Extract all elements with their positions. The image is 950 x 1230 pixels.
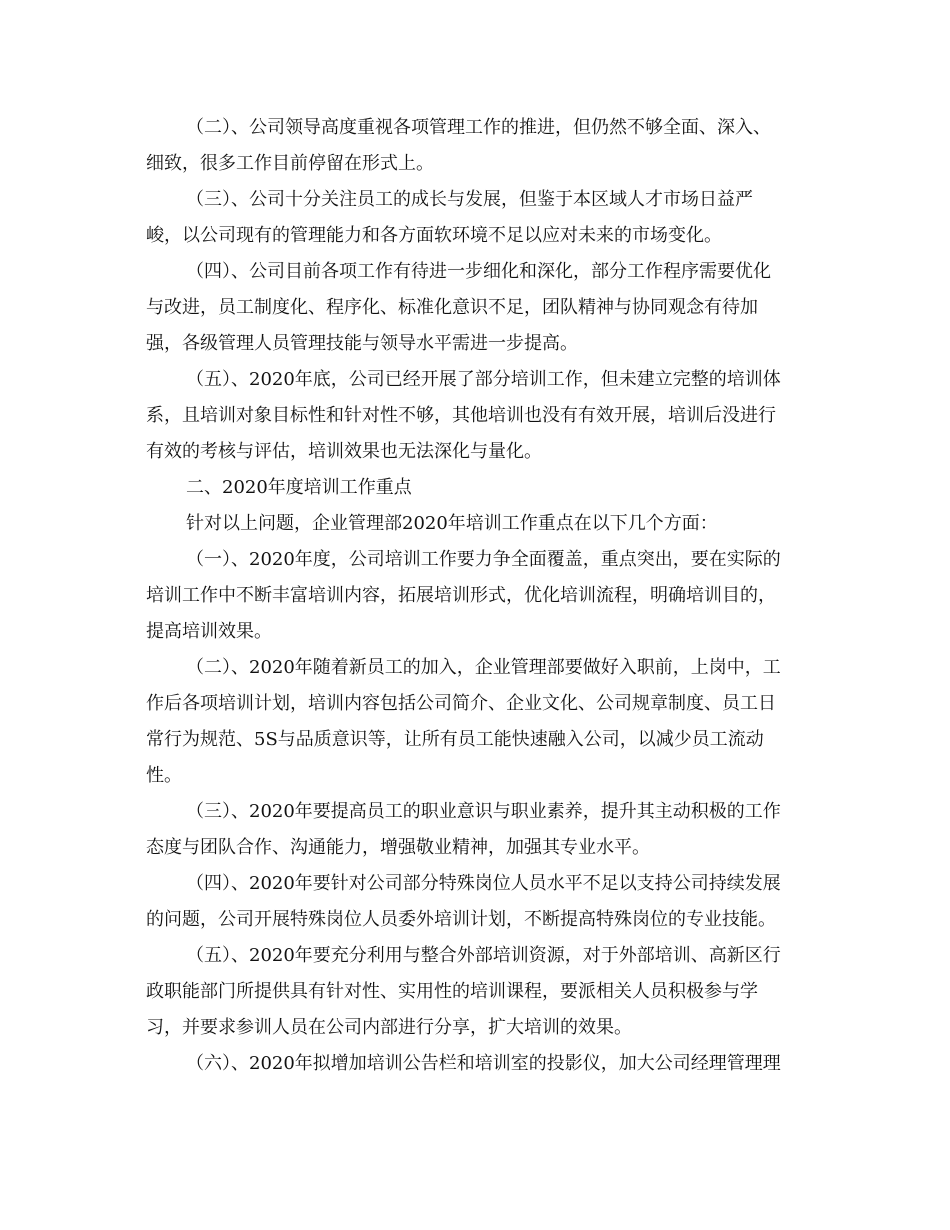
text-line: 提高培训效果。 (146, 621, 272, 642)
text-line: 习，并要求参训人员在公司内部进行分享，扩大培训的效果。 (146, 1017, 632, 1038)
paragraph-item-4 (146, 866, 806, 938)
text-line: 作后各项培训计划，培训内容包括公司简介、企业文化、公司规章制度、员工日 (146, 693, 776, 714)
section-title: 二、2020年度培训工作重点 (186, 477, 412, 498)
paragraph-item-1 (146, 542, 806, 650)
text-line: 系，且培训对象目标性和针对性不够，其他培训也没有有效开展，培训后没进行 (146, 405, 776, 426)
text-line: 细致，很多工作目前停留在形式上。 (146, 153, 434, 174)
paragraph-training-status (146, 362, 806, 470)
text-line: 有效的考核与评估，培训效果也无法深化与量化。 (146, 441, 542, 462)
text-line: 常行为规范、5S与品质意识等，让所有员工能快速融入公司，以减少员工流动 (146, 729, 764, 750)
text-line: 与改进，员工制度化、程序化、标准化意识不足，团队精神与协同观念有待加 (146, 297, 758, 318)
text-line: 的问题，公司开展特殊岗位人员委外培训计划，不断提高特殊岗位的专业技能。 (146, 909, 776, 930)
paragraph-item-3 (146, 794, 806, 866)
text-line: 针对以上问题，企业管理部2020年培训工作重点在以下几个方面： (186, 513, 718, 534)
text-line: 政职能部门所提供具有针对性、实用性的培训课程，要派相关人员积极参与学 (146, 981, 758, 1002)
text-line: （四）、公司目前各项工作有待进一步细化和深化，部分工作程序需要优化 (186, 261, 771, 282)
text-line: 峻，以公司现有的管理能力和各方面软环境不足以应对未来的市场变化。 (146, 225, 722, 246)
text-line: （三）、2020年要提高员工的职业意识与职业素养，提升其主动积极的工作 (186, 801, 781, 822)
text-line: 性。 (146, 765, 182, 786)
text-line: （一）、2020年度，公司培训工作要力争全面覆盖，重点突出，要在实际的 (186, 549, 781, 570)
text-line: （六）、2020年拟增加培训公告栏和培训室的投影仪，加大公司经理管理理 (186, 1053, 781, 1074)
document-page (146, 110, 806, 1082)
text-line: （四）、2020年要针对公司部分特殊岗位人员水平不足以支持公司持续发展 (186, 873, 781, 894)
paragraph-intro (146, 506, 806, 542)
text-line: （二）、2020年随着新员工的加入，企业管理部要做好入职前，上岗中，工 (186, 657, 781, 678)
paragraph-item-5 (146, 938, 806, 1046)
text-line: 强，各级管理人员管理技能与领导水平需进一步提高。 (146, 333, 578, 354)
text-line: （五）、2020年要充分利用与整合外部培训资源，对于外部培训、高新区行 (186, 945, 781, 966)
text-line: （五）、2020年底，公司已经开展了部分培训工作，但未建立完整的培训体 (186, 369, 781, 390)
text-line: 态度与团队合作、沟通能力，增强敬业精神，加强其专业水平。 (146, 837, 650, 858)
text-line: （二）、公司领导高度重视各项管理工作的推进，但仍然不够全面、深入、 (186, 117, 771, 138)
paragraph-item-6 (146, 1046, 806, 1082)
text-line: 培训工作中不断丰富培训内容，拓展培训形式，优化培训流程，明确培训目的， (146, 585, 776, 606)
paragraph-refinement (146, 254, 806, 362)
paragraph-talent (146, 182, 806, 254)
section-heading (146, 470, 806, 506)
paragraph-item-2 (146, 650, 806, 794)
text-line: （三）、公司十分关注员工的成长与发展，但鉴于本区域人才市场日益严 (186, 189, 753, 210)
paragraph-leadership (146, 110, 806, 182)
